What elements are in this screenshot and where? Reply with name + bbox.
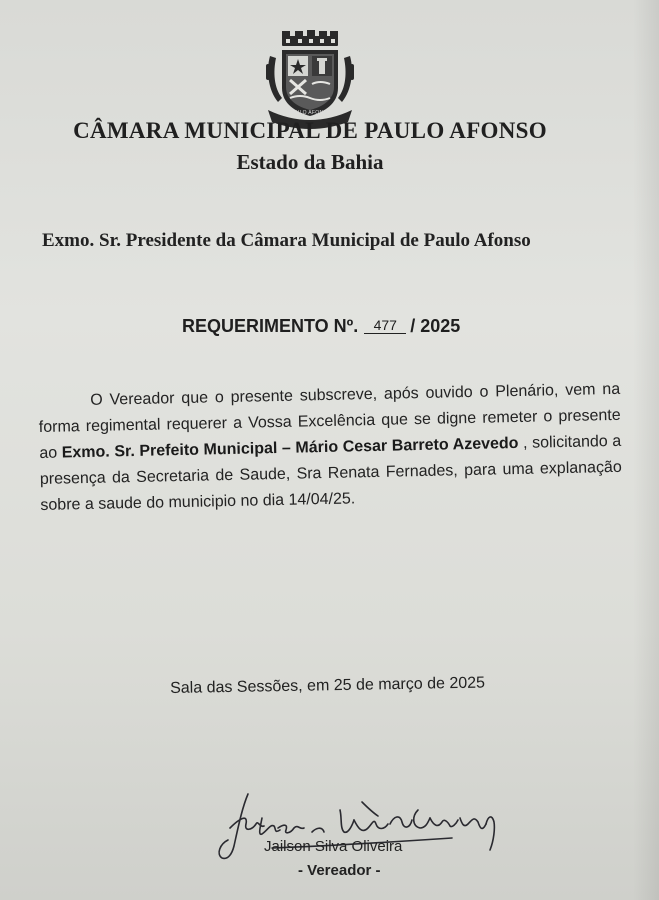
request-title bbox=[182, 316, 460, 337]
signer-role: - Vereador - bbox=[298, 862, 381, 879]
body-recipient: Exmo. Sr. Prefeito Municipal – Mário Cesar Barreto Azevedo bbox=[61, 434, 519, 462]
closing-place-date: Sala das Sessões, em 25 de março de 2025 bbox=[170, 674, 486, 697]
organization-name: CÂMARA MUNICIPAL DE PAULO AFONSO bbox=[73, 118, 547, 143]
request-year: / 2025 bbox=[410, 316, 461, 336]
request-body bbox=[38, 377, 623, 519]
request-title-prefix: REQUERIMENTO Nº. bbox=[182, 316, 359, 336]
addressee-line: Exmo. Sr. Presidente da Câmara Municipal de Paulo Afonso bbox=[42, 230, 531, 251]
signer-name: Jailson Silva Oliveira bbox=[264, 838, 403, 855]
organization-state: Estado da Bahia bbox=[236, 150, 384, 174]
body-text-part2: , solicitando a presença da Secretaria de Saude, Sra Renata Fernades, para uma explanação sobre a saude do municipio no dia 14/04/25. bbox=[39, 432, 622, 514]
page-shadow-edge bbox=[633, 0, 659, 900]
body-text-part1: O Vereador que o presente subscreve, após ouvido o Plenário, vem na forma regimental requerer a Vossa Excelência que se digne remeter o presente ao bbox=[38, 380, 621, 462]
handwritten-signature-icon bbox=[212, 788, 502, 868]
request-body-paragraph bbox=[38, 377, 623, 519]
emblem-ribbon-text: PAULO AFONSO bbox=[288, 110, 332, 116]
request-number: 477 bbox=[364, 317, 406, 334]
